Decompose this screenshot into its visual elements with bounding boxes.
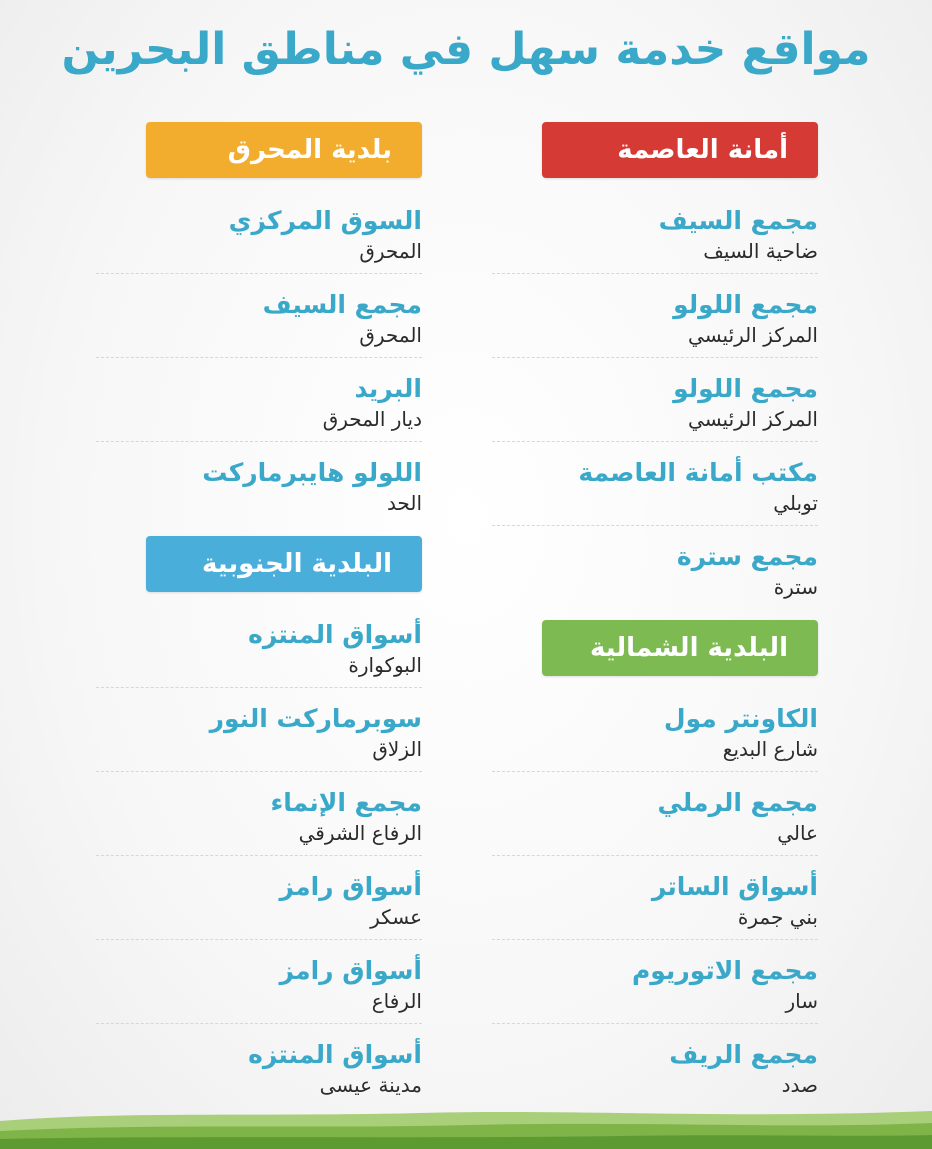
list-item: [492, 1024, 818, 1108]
location-area: المركز الرئيسي: [688, 323, 818, 347]
list-item: [96, 1024, 422, 1108]
list-item: [492, 442, 818, 526]
location-area: ديار المحرق: [322, 407, 422, 431]
list-item: [96, 442, 422, 526]
location-name: مجمع الإنماء: [270, 788, 422, 817]
list-item: [492, 940, 818, 1024]
northern-header: البلدية الشمالية: [542, 620, 818, 676]
location-area: الحد: [386, 491, 422, 515]
capital-header: أمانة العاصمة: [542, 122, 818, 178]
location-area: صدد: [781, 1073, 818, 1097]
list-item: [492, 688, 818, 772]
location-name: أسواق المنتزه: [248, 620, 422, 649]
location-name: مجمع الرملي: [657, 788, 818, 817]
location-name: مجمع اللولو: [673, 290, 818, 319]
northern-list: [492, 688, 818, 1108]
list-item: [96, 274, 422, 358]
southern-list: [96, 604, 422, 1108]
capital-list: [492, 190, 818, 610]
location-area: البوكوارة: [348, 653, 422, 677]
location-name: أسواق المنتزه: [248, 1040, 422, 1069]
column-left: [96, 122, 422, 1108]
location-name: أسواق رامز: [279, 872, 422, 901]
location-name: اللولو هايبرماركت: [202, 458, 422, 487]
location-name: الكاونتر مول: [663, 704, 818, 733]
location-area: الرفاع الشرقي: [298, 821, 422, 845]
location-name: مجمع اللولو: [673, 374, 818, 403]
list-item: [492, 274, 818, 358]
location-name: مجمع الريف: [669, 1040, 818, 1069]
muharraq-list: [96, 190, 422, 526]
location-area: الزلاق: [372, 737, 422, 761]
location-area: المحرق: [359, 239, 422, 263]
location-area: عالي: [777, 821, 818, 845]
column-right: [492, 122, 818, 1108]
list-item: [96, 190, 422, 274]
location-area: سار: [785, 989, 818, 1013]
location-area: عسكر: [370, 905, 422, 929]
southern-header: البلدية الجنوبية: [146, 536, 422, 592]
list-item: [96, 358, 422, 442]
location-name: سوبرماركت النور: [209, 704, 422, 733]
list-item: [96, 856, 422, 940]
list-item: [96, 772, 422, 856]
list-item: [492, 772, 818, 856]
location-area: شارع البديع: [722, 737, 818, 761]
location-name: مجمع السيف: [658, 206, 818, 235]
ground-decoration: [0, 1099, 932, 1149]
location-area: توبلي: [773, 491, 818, 515]
list-item: [96, 604, 422, 688]
list-item: [492, 190, 818, 274]
list-item: [96, 940, 422, 1024]
list-item: [492, 526, 818, 610]
list-item: [492, 856, 818, 940]
location-name: مكتب أمانة العاصمة: [578, 458, 818, 487]
location-name: مجمع الاتوريوم: [631, 956, 818, 985]
location-name: مجمع سترة: [676, 542, 818, 571]
location-name: أسواق رامز: [279, 956, 422, 985]
location-area: المركز الرئيسي: [688, 407, 818, 431]
location-area: المحرق: [359, 323, 422, 347]
location-area: سترة: [773, 575, 818, 599]
page-title: مواقع خدمة سهل في مناطق البحرين: [61, 24, 871, 75]
location-area: بني جمرة: [737, 905, 818, 929]
list-item: [492, 358, 818, 442]
location-area: الرفاع: [371, 989, 422, 1013]
muharraq-header: بلدية المحرق: [146, 122, 422, 178]
location-area: مدينة عيسى: [319, 1073, 422, 1097]
list-item: [96, 688, 422, 772]
location-name: البريد: [354, 374, 422, 403]
location-name: السوق المركزي: [228, 206, 422, 235]
location-name: أسواق الساتر: [651, 872, 818, 901]
location-name: مجمع السيف: [262, 290, 422, 319]
location-area: ضاحية السيف: [703, 239, 818, 263]
